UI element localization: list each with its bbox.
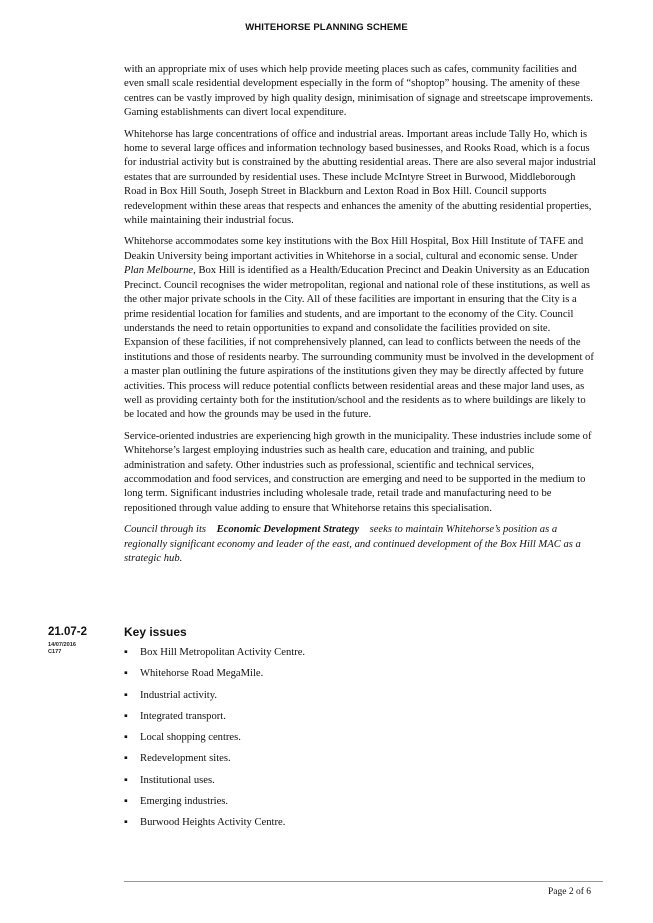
footer-divider bbox=[124, 881, 603, 882]
paragraph-office-industrial: Whitehorse has large concentrations of office and industrial areas. Important areas include Tally Ho, which is home to several large offices and information technology based businesses, and Rooks Road, which is a focus for industrial activity but is constrained by the abutting residential areas. There are also several major industrial estates that are surrounded by residential uses. These include McIntyre Street in Burwood, Middleborough Road in Box Hill South, Joseph Street in Blackburn and Lexton Road in Box Hill. Council supports redevelopment within these areas that respects and enhances the amenity of the abutting residential properties, while maintaining their industrial focus. bbox=[124, 128, 596, 227]
key-issues-list bbox=[124, 646, 305, 838]
bullet-icon: ▪ bbox=[124, 668, 128, 680]
paragraph-service-industries: Service-oriented industries are experiencing high growth in the municipality. These industries include some of Whitehorse’s largest employing industries such as health care, education and training, and public administration and safety. Other industries such as professional, scientific and technical services, accommodation and food services, and construction are emerging and need to be supported in the medium to long term. Significant industries including wholesale trade, retail trade and manufacturing need to be repositioned through value adding to ensure that Whitehorse retains this specialisation. bbox=[124, 430, 592, 514]
list-item-text: Burwood Heights Activity Centre. bbox=[140, 817, 286, 829]
clause-date: 14/07/2016 bbox=[48, 642, 76, 648]
page-number: Page 2 of 6 bbox=[547, 887, 591, 897]
list-item bbox=[124, 752, 305, 773]
institutions-text-start: Whitehorse accommodates some key institutions with the Box Hill Hospital, Box Hill Institute of TAFE and Deakin University being important activities in Whitehorse in a social, cultural and economic sense. Under bbox=[124, 236, 584, 262]
bullet-icon: ▪ bbox=[124, 796, 128, 808]
clause-metadata bbox=[48, 642, 76, 655]
page-header-title: WHITEHORSE PLANNING SCHEME bbox=[245, 22, 408, 33]
list-item-text: Institutional uses. bbox=[140, 774, 215, 786]
clause-number: 21.07-2 bbox=[48, 626, 88, 638]
bullet-icon: ▪ bbox=[124, 774, 128, 786]
list-item bbox=[124, 667, 305, 688]
bullet-icon: ▪ bbox=[124, 710, 128, 722]
bullet-icon: ▪ bbox=[124, 647, 128, 658]
list-item bbox=[124, 774, 305, 795]
key-issues-heading: Key issues bbox=[124, 625, 187, 639]
paragraph-centres-amenity: with an appropriate mix of uses which help provide meeting places such as cafes, community facilities and even small scale residential development especially in the form of “shoptop” housing. The amenity of these centres can be vastly improved by high quality design, minimisation of signage and streetscape improvements. Gaming establishments can divert local expenditure. bbox=[124, 64, 593, 119]
plan-melbourne-title: Plan Melbourne bbox=[124, 265, 194, 277]
institutions-text-end: , Box Hill is identified as a Health/Education Precinct and Deakin University as an Education Precinct. Council recognises the wider metropolitan, regional and national role of these institutions, as well as the other major private schools in the City. All of these facilities are important in ensuring that the City is a prime residential location for families and students, and are important to the economy of the City. Council understands the need to retain opportunities to expand and consolidate the facilities provided on site. Expansion of these facilities, if not comprehensively planned, can lead to conflicts between the needs of the institutions and those of residents nearby. The surrounding community must be involved in the development of a master plan outlining the future aspirations of the institutions given they may be directly affected by future activities. This process will reduce potential conflicts between residential areas and these major land uses, as well as providing certainty both for the institution/school and the residents as to where buildings are likely to be located and how the grounds may be used in the future. bbox=[124, 265, 594, 421]
list-item bbox=[124, 795, 305, 816]
list-item-text: Redevelopment sites. bbox=[140, 753, 231, 765]
strategy-lead-text: Council through its bbox=[124, 524, 207, 536]
list-item-text: Box Hill Metropolitan Activity Centre. bbox=[140, 647, 306, 658]
bullet-icon: ▪ bbox=[124, 732, 128, 744]
list-item-text: Integrated transport. bbox=[140, 710, 226, 722]
paragraph-institutions bbox=[124, 235, 596, 422]
bullet-icon: ▪ bbox=[124, 689, 128, 701]
list-item bbox=[124, 731, 305, 752]
list-item bbox=[124, 689, 305, 710]
list-item-text: Industrial activity. bbox=[140, 689, 217, 701]
list-item bbox=[124, 710, 305, 731]
bullet-icon: ▪ bbox=[124, 753, 128, 765]
bullet-icon: ▪ bbox=[124, 817, 128, 829]
list-item bbox=[124, 646, 305, 667]
strategy-rest-text: seeks to maintain Whitehorse’s position as a regionally significant economy and leader of the east, and continued development of the Box Hill MAC as a strategic hub. bbox=[124, 524, 581, 564]
list-item bbox=[124, 816, 305, 837]
list-item-text: Whitehorse Road MegaMile. bbox=[140, 668, 264, 680]
list-item-text: Emerging industries. bbox=[140, 796, 229, 808]
clause-amendment: C177 bbox=[48, 648, 62, 655]
paragraph-economic-strategy bbox=[124, 523, 596, 566]
main-body-text bbox=[124, 63, 596, 573]
list-item-text: Local shopping centres. bbox=[140, 732, 241, 744]
economic-development-strategy-title: Economic Development Strategy bbox=[216, 524, 360, 536]
